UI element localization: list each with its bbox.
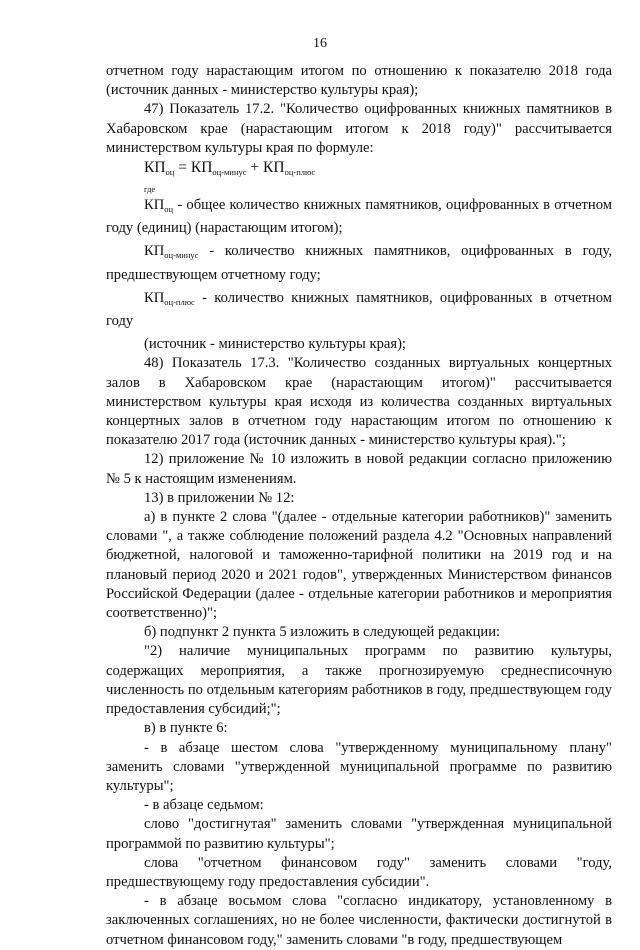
formula-term-1-sub: оц-минус — [212, 167, 247, 178]
paragraph: (источник - министерство культуры края); — [144, 336, 406, 353]
paragraph-sub-b: б) подпункт 2 пункта 5 изложить в следующей редакции: — [144, 624, 501, 641]
paragraph-quote: "2) наличие муниципальных программ по развитию культуры, содержащих мероприятия, а также прогнозируемую среднесписочную численность по отдельным категориям работников в году, предшествующем году предоставления субсидий;"; — [106, 643, 612, 718]
paragraph-bullet: - в абзаце восьмом слова "согласно индикатору, установленному в заключенных соглашениях, но не более численности, фактически достигнутой в отчетном финансовом году," заменить словами "в году, предшествующем — [106, 893, 612, 948]
definition-symbol: КП — [144, 243, 165, 260]
definition-symbol: КП — [144, 197, 165, 214]
formula — [106, 158, 612, 182]
paragraph: отчетном году нарастающим итогом по отношению к показателю 2018 года (источник данных - министерство культуры края); — [106, 63, 612, 99]
formula-term-1: КП — [190, 159, 213, 177]
definition-item — [106, 196, 612, 238]
paragraph-item-47: 47) Показатель 17.2. "Количество оцифрованных книжных памятников в Хабаровском крае (нарастающим итогом к 2018 году)" рассчитывается министерством культуры края по формуле: — [106, 101, 612, 156]
definition-item — [106, 242, 612, 284]
paragraph-item-48: 48) Показатель 17.3. "Количество созданных виртуальных концертных залов в Хабаровском крае (нарастающим итогом)" рассчитывается министерством культуры края исходя из количества созданных виртуальных концертных залов в отчетном году нарастающим итогом по отношению к показателю 2017 года (источник данных - министерство культуры края)."; — [106, 355, 612, 449]
page-number: 16 — [313, 36, 327, 51]
definition-symbol-sub: оц-плюс — [164, 296, 195, 307]
definition-item — [106, 289, 612, 331]
definition-text: - количество книжных памятников, оцифрованных в году, предшествующем отчетному году; — [106, 243, 612, 283]
paragraph-bullet: - в абзаце седьмом: — [144, 797, 264, 814]
paragraph-sub-a: а) в пункте 2 слова "(далее - отдельные категории работников)" заменить словами ", а также соблюдение положений раздела 4.2 "Основных направлений бюджетной, налоговой и таможенно-тарифной политики на 2019 год и на плановый период 2020 и 2021 годов", утвержденных Министерством финансов Российской Федерации (далее - отдельные категории работников и мероприятия соответственно)"; — [106, 509, 612, 622]
formula-equals: = — [174, 159, 191, 177]
formula-term-2-sub: оц-плюс — [284, 167, 316, 178]
definition-symbol-sub: оц — [164, 204, 174, 215]
definition-text: - общее количество книжных памятников, оцифрованных в отчетном году (единиц) (нарастающим итогом); — [106, 197, 612, 237]
definition-text: - количество книжных памятников, оцифрованных в отчетном году — [106, 289, 612, 330]
definition-symbol: КП — [144, 289, 165, 306]
paragraph-item-13: 13) в приложении № 12: — [144, 489, 295, 506]
paragraph: слово "достигнутая" заменить словами "утвержденная муниципальной программой по развитию культуры"; — [106, 816, 612, 852]
paragraph: слова "отчетном финансовом году" заменить словами "году, предшествующему году предоставления субсидии". — [106, 854, 612, 890]
paragraph-bullet: - в абзаце шестом слова "утвержденному муниципальному плану" заменить словами "утвержденной муниципальной программе по развитию культуры"; — [106, 739, 612, 794]
formula-block — [106, 158, 612, 196]
definition-symbol-sub: оц-минус — [164, 250, 199, 261]
paragraph-item-12: 12) приложение № 10 изложить в новой редакции согласно приложению № 5 к настоящим изменениям. — [106, 451, 612, 487]
formula-plus: + — [246, 159, 264, 177]
formula-lhs-sub: оц — [165, 167, 175, 178]
paragraph-sub-v: в) в пункте 6: — [144, 720, 228, 737]
document-body — [106, 62, 612, 950]
formula-lhs: КП — [144, 159, 166, 177]
formula-term-2: КП — [263, 159, 285, 177]
formula-where-label: где — [144, 184, 156, 195]
